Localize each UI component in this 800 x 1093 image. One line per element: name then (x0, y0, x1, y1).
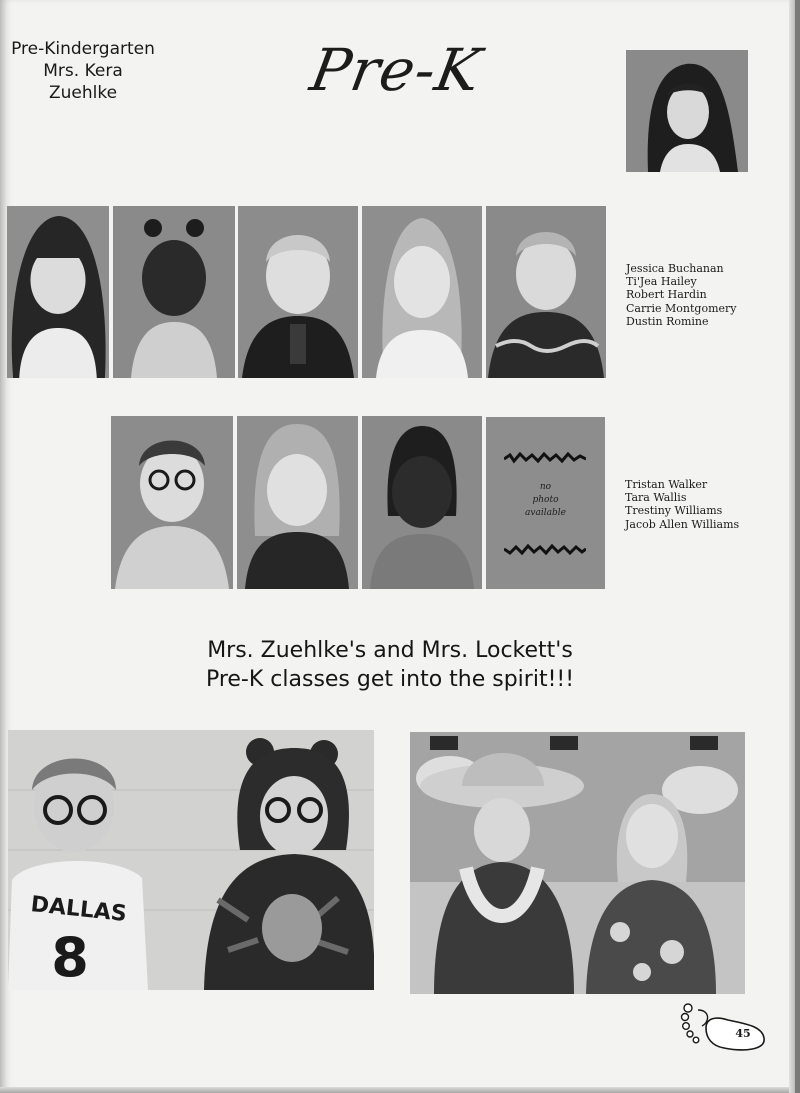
student-portrait (237, 416, 358, 589)
student-portrait (113, 206, 235, 378)
teacher-heading-line-1: Pre-Kindergarten (11, 39, 155, 59)
teacher-portrait (626, 50, 748, 172)
teacher-heading-line-2: Mrs. Kera (43, 61, 123, 81)
student-portrait (362, 416, 482, 589)
spirit-caption (100, 636, 680, 694)
student-portrait (238, 206, 358, 378)
student-name: Robert Hardin (626, 288, 707, 302)
teacher-heading-line-3: Zuehlke (48, 83, 118, 103)
student-portrait (486, 206, 606, 378)
scribble-decoration (504, 451, 586, 465)
caption-line-1: Mrs. Zuehlke's and Mrs. Lockett's (207, 638, 573, 663)
student-name: Tristan Walker (625, 478, 708, 491)
scribble-decoration (504, 543, 586, 557)
student-name: Trestiny Williams (625, 504, 723, 518)
no-photo-text (486, 481, 605, 520)
jersey-text: DALLAS (29, 892, 128, 927)
caption-line-2: Pre-K classes get into the spirit!!! (205, 667, 575, 692)
student-name: Dustin Romine (626, 314, 709, 328)
teacher-heading (2, 38, 164, 104)
student-names-row-2 (625, 478, 739, 531)
student-name: Jacob Allen Williams (625, 517, 740, 531)
page-number: 45 (735, 1027, 751, 1040)
candid-photo-costumes (8, 730, 374, 990)
student-name: Ti'Jea Hailey (626, 275, 697, 289)
student-portrait (7, 206, 109, 378)
page-number-badge (676, 1002, 766, 1054)
page-bottom-edge (0, 1087, 795, 1093)
student-name: Jessica Buchanan (626, 262, 724, 275)
no-photo-placeholder (486, 417, 605, 589)
jersey-number: 8 (51, 926, 89, 989)
no-photo-line: no (539, 482, 552, 492)
no-photo-line: photo (532, 495, 559, 505)
student-name: Carrie Montgomery (626, 301, 737, 315)
student-name: Tara Wallis (625, 491, 687, 505)
candid-photo-luau (410, 732, 745, 994)
student-names-row-1 (626, 262, 736, 328)
no-photo-line: available (525, 508, 566, 518)
page-title: Pre-K (305, 36, 487, 104)
student-portrait (362, 206, 482, 378)
student-portrait (111, 416, 233, 589)
